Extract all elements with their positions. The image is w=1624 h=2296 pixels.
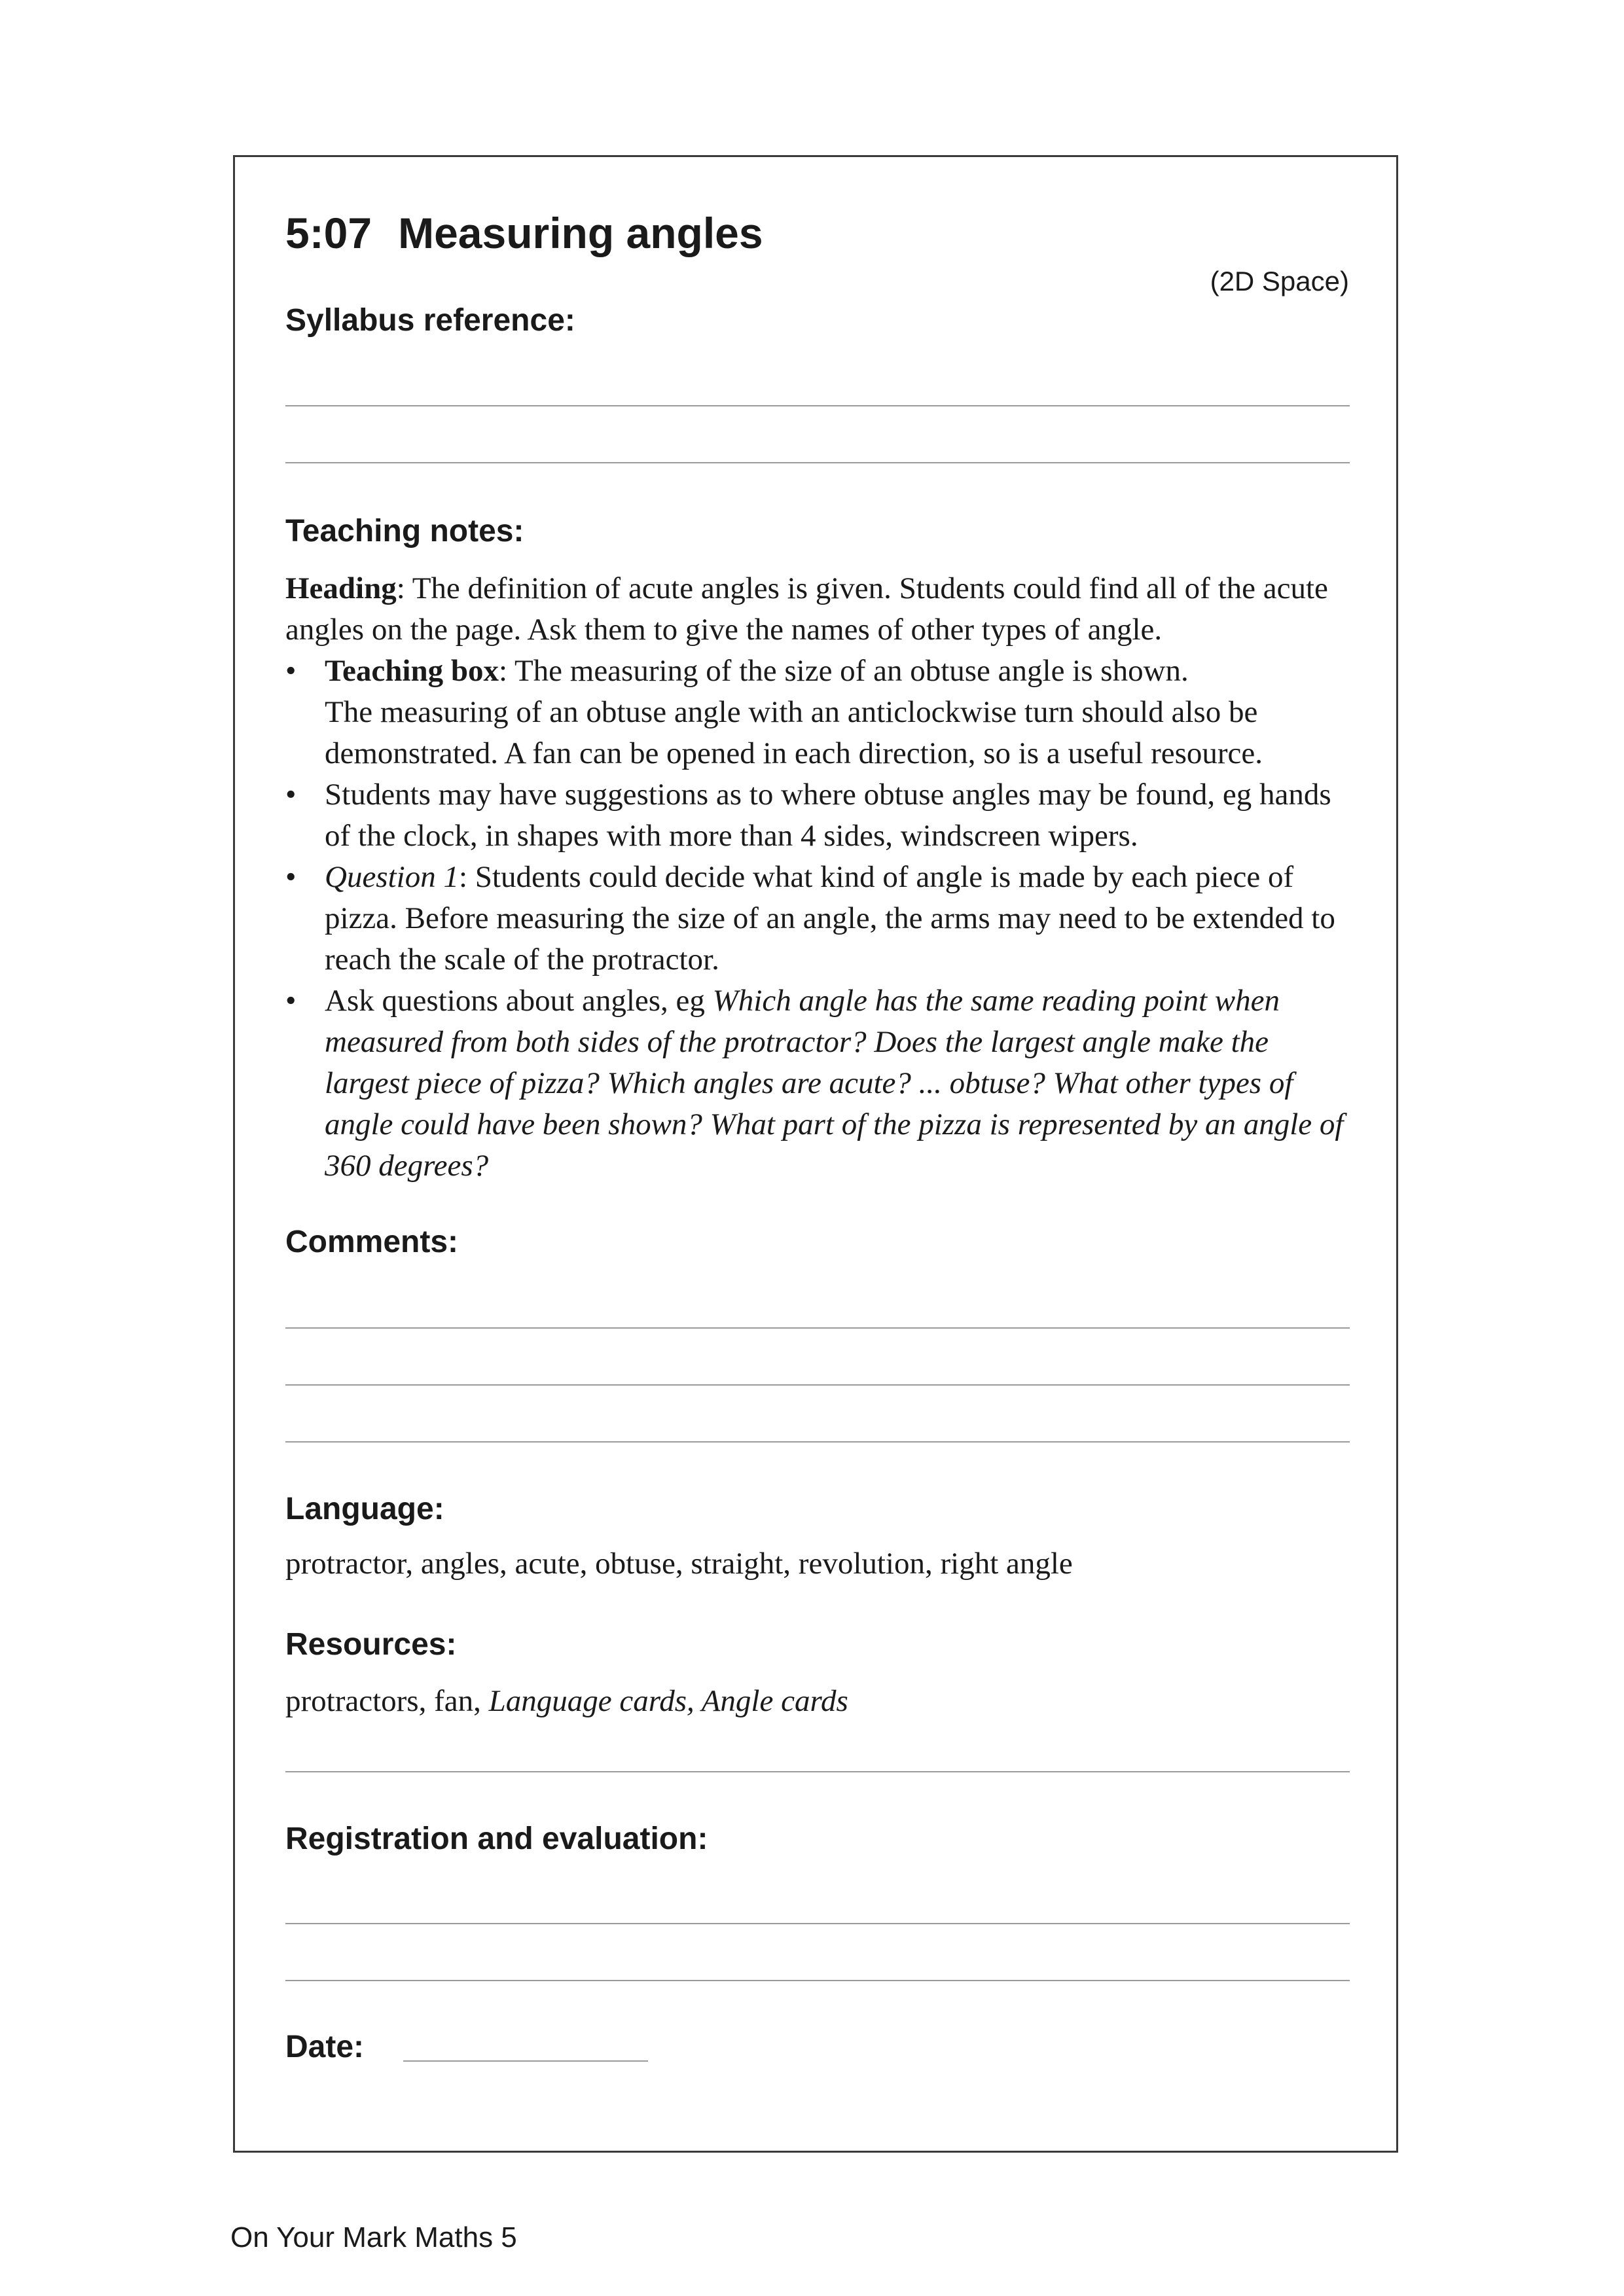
heading-note-bold: Heading: [285, 571, 397, 605]
resources-italic: Language cards, Angle cards: [488, 1684, 848, 1718]
note-teaching-box-text2: The measuring of an obtuse angle with an anticlockwise turn should also be demonstrated. A fan can be opened in each direction, so is a useful resource.: [325, 695, 1263, 770]
date-line[interactable]: [403, 2060, 648, 2062]
note-suggestions: [285, 774, 1352, 857]
note-teaching-box-text: : The measuring of the size of an obtuse angle is shown.: [498, 654, 1189, 688]
comments-line-1[interactable]: [285, 1327, 1350, 1329]
note-teaching-box-bold: Teaching box: [325, 654, 499, 688]
strand-label: (2D Space): [1210, 266, 1349, 296]
comments-line-3[interactable]: [285, 1441, 1350, 1443]
teaching-notes-body: [285, 568, 1352, 1187]
resources-label: Resources:: [285, 1627, 457, 1662]
resources-line[interactable]: [285, 1771, 1350, 1772]
notes-list: [285, 651, 1352, 1187]
footer-text: On Your Mark Maths 5: [230, 2221, 517, 2253]
page-title: [285, 208, 763, 258]
registration-label: Registration and evaluation:: [285, 1821, 708, 1856]
comments-line-2[interactable]: [285, 1384, 1350, 1386]
syllabus-label: Syllabus reference:: [285, 303, 575, 338]
note-question-1: [285, 857, 1352, 980]
note-suggestions-text: Students may have suggestions as to where obtuse angles may be found, eg hands of the clock, in shapes with more than 4 sides, windscreen wipers.: [325, 778, 1331, 853]
teaching-notes-label: Teaching notes:: [285, 514, 524, 548]
lesson-number: 5:07: [285, 209, 372, 257]
resources-plain: protractors, fan,: [285, 1684, 489, 1718]
language-text: protractor, angles, acute, obtuse, straight, revolution, right angle: [285, 1547, 1073, 1581]
resources-text: [285, 1683, 848, 1719]
note-ask-questions-italic: Which angle has the same reading point when measured from both sides of the protractor? Does the largest angle make the largest piece of pizza? Which angles are acute? ... obtuse? What other types of angle could have been shown? What part of the pizza is represented by an angle of 360 degrees?: [325, 984, 1344, 1183]
comments-label: Comments:: [285, 1225, 459, 1259]
note-question-1-italic: Question 1: [325, 860, 459, 894]
heading-note: [285, 568, 1352, 651]
date-label: Date:: [285, 2030, 365, 2064]
registration-line-2[interactable]: [285, 1980, 1350, 1981]
syllabus-line-1[interactable]: [285, 405, 1350, 406]
note-question-1-text: : Students could decide what kind of angle is made by each piece of pizza. Before measuring the size of an angle, the arms may need to be extended to reach the scale of the protractor.: [325, 860, 1335, 977]
lesson-title: Measuring angles: [398, 209, 763, 257]
language-label: Language:: [285, 1492, 444, 1526]
registration-line-1[interactable]: [285, 1923, 1350, 1924]
heading-note-text: : The definition of acute angles is given. Students could find all of the acute angles on the page. Ask them to give the names of other types of angle.: [285, 571, 1328, 647]
note-ask-questions-text: Ask questions about angles, eg: [325, 984, 713, 1018]
note-ask-questions: [285, 980, 1352, 1187]
note-teaching-box: [285, 651, 1352, 774]
syllabus-line-2[interactable]: [285, 462, 1350, 463]
